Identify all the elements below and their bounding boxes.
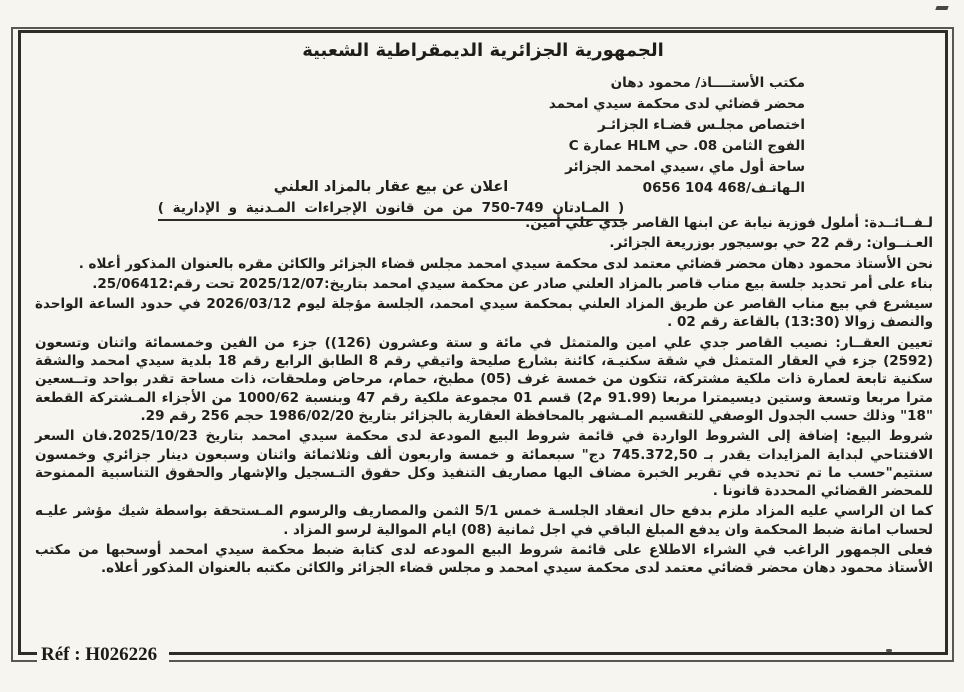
announcement-title-block: [141, 177, 641, 221]
paragraph-address: [35, 234, 933, 252]
paragraph-property-designation: [35, 334, 933, 425]
paragraph-bailiff-intro: [35, 255, 933, 273]
scan-artifact-top-right: [935, 6, 948, 10]
paragraph-text: رقم 22 حي بوسيجور بوزريعة الجزائر.: [609, 235, 867, 252]
republic-header: الجمهورية الجزائرية الديمقراطية الشعبية: [302, 40, 664, 61]
paragraph-text: أملول فوزية نيابة عن ابنها القاصر جدي علي أمين.: [525, 215, 864, 231]
paragraph-text: نصيب القاصر جدي علي امين والمتمثل في مائة و ستة وعشرون (126)) جزء من الفين وخمسمائة واثنان وتسعون (2592) جزء في العقار المتمثل في شقة سكنيـة، كائنة بشارع صليحة واتيقي رقم 8 الطابق الرابع رقم 18 بلدية سيدي امحمد والشقة سكنية تابعة لعمارة ذات ملكية مشتركة، تتكون من خمسة غرف (05) مطبخ، حمام، مرحاض وملحقات، ذات مساحة تقدر بواحد وتــسعين مترا مربعا وتسعة وستين ديسيمترا مربعا (91.99 م2) قسم 01 مجموعة ملكية رقم 47 وبنسبة 1000/62 من الأجزاء المـشتركة القطعة "18" وذلك حسب الجدول الوصفي للتقسيم المـشهر بالمحافظة العقارية بالجزائر بتاريخ 1986/02/20 حجم 256 رقم 29.: [35, 334, 933, 424]
paragraph-court-order: [35, 275, 933, 293]
reference-number: Réf : H026226: [37, 644, 169, 666]
paragraph-sale-conditions: [35, 427, 933, 500]
phone-number: 0656 104 468: [642, 180, 747, 196]
office-jurisdiction-line: اختصاص مجلـس قضـاء الجزائـر: [597, 117, 805, 133]
paragraph-label: تعيين العقــار:: [835, 334, 933, 351]
office-name-line: مكتب الأستــــاذ/ محمود دهان: [610, 75, 805, 91]
announcement-title: اعلان عن بيع عقار بالمزاد العلني: [273, 179, 509, 195]
announcement-articles-line: ( المـادتان 749-750 من من قانون الإجراءات المـدنية و الإدارية ): [158, 198, 624, 221]
paragraph-payment-terms: [35, 502, 933, 539]
paragraph-text: إضافة إلى الشروط الواردة في قائمة شروط البيع المودعة لدى محكمة سيدي امحمد بتاريخ 2025/10/23.فان السعر الافتتاحي لبداية المزايدات يقدر بـ 745.372,50 دج" سبعمائة و خمسة واربعون ألف وثلاثمائة واثنان وسبعون دينار جزائري وخمسون سنتيم"حسب ما تم تحديده في تقرير الخبرة مضاف اليها مصاريف التنفيذ وكل حقوق التـسجيل والإشهار والحقوق التناسبية الممنوحة للمحضر القضائي المحددة قانونا .: [35, 428, 933, 500]
paragraph-text: بناء على أمر تحديد جلسة بيع مناب قاصر بالمزاد العلني صادر عن محكمة سيدي امحمد بتاريخ:2025/12/07 تحت رقم:25/06412.: [92, 275, 933, 292]
paragraph-text: كما ان الراسي عليه المزاد ملزم بدفع حال انعقاد الجلسـة خمس 5/1 الثمن والمصاريف والرسوم المـستحقة بواسطة شيك مؤشر عليـه لحساب امانة ضبط المحكمة وان يدفع المبلغ الباقي في اجل ثمانية (08) ايام الموالية لرسو المزاد .: [35, 503, 934, 538]
office-title-line: محضر قضائي لدى محكمة سيدي امحمد: [548, 96, 805, 112]
document-content: [21, 33, 945, 652]
office-address-line-1: الفوج الثامن 08. حي HLM عمارة C: [568, 138, 805, 154]
paragraph-session-date: [35, 295, 933, 332]
phone-label: الـهاتـف/: [746, 180, 805, 196]
document-inner-border: [18, 30, 948, 665]
paragraph-text: سيشرع في بيع مناب القاصر عن طريق المزاد العلني بمحكمة سيدي امحمد، الجلسة مؤجلة ليوم 2026/03/12 في حدود الساعة الواحدة والنصف زوالا (13:30) بالقاعة رقم 02 .: [35, 296, 933, 331]
paragraph-public-invitation: [35, 541, 933, 578]
paragraph-text: فعلى الجمهور الراغب في الشراء الاطلاع على قائمة شروط البيع المودعه لدى كتابة ضبط محكمة سيدي امحمد أوسحبها من مكتب الأستاذ محمود دهان محضر قضائي معتمد لدى محكمة سيدي امحمد و مجلس قضاء الجزائر والكائن مكتبه بالعنوان المذكور أعلاه.: [35, 542, 933, 577]
paragraph-label: العـنــوان:: [866, 235, 933, 252]
office-address-line-2: ساحة أول ماي ،سيدي امحمد الجزائر: [565, 159, 805, 175]
paragraph-label: لـفــائــدة:: [863, 215, 933, 231]
announcement-body: [31, 214, 935, 578]
document-outer-border: [11, 27, 954, 665]
letterhead-row: [31, 61, 935, 216]
paragraph-text: نحن الأستاذ محمود دهان محضر قضائي معتمد لدى محكمة سيدي امحمد مجلس قضاء الجزائر والكائن مقره بالعنوان المذكور أعلاه .: [78, 255, 933, 272]
paragraph-label: شروط البيع:: [845, 428, 933, 445]
